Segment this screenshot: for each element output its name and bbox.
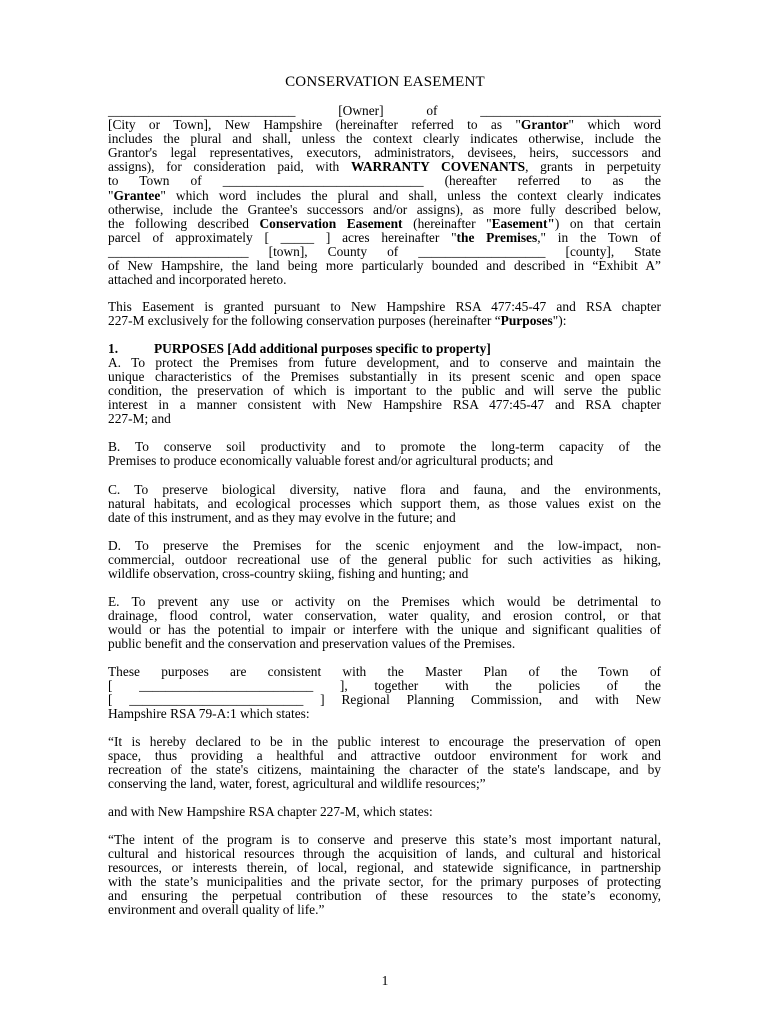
intro-line-grantor: [City or Town], New Hampshire (hereinafter referred to as "Grantor" which word	[108, 117, 661, 133]
quote-line: conserving the land, water, forest, agricultural and wildlife resources;”	[108, 776, 486, 792]
section-number: 1.	[108, 341, 119, 356]
purpose-line: A. To protect the Premises from future development, and to conserve and maintain the	[108, 355, 661, 370]
purpose-line: wildlife observation, cross-country skiing, fishing and hunting; and	[108, 566, 469, 582]
purpose-e	[108, 595, 661, 651]
easement-text: 227-M exclusively for the following conservation purposes (hereinafter “	[108, 313, 501, 329]
purpose-line: C. To preserve biological diversity, native flora and fauna, and the environments,	[108, 482, 661, 497]
easement-line: This Easement is granted pursuant to New Hampshire RSA 477:45-47 and RSA chapter	[108, 299, 661, 314]
easement-grant-paragraph	[108, 300, 661, 328]
purpose-line: condition, the preservation of which is important to the public and will serve the public	[108, 383, 661, 399]
intro-line: ____________________________ [Owner] of ___________________________	[108, 103, 661, 118]
intro-line-grantee: "Grantee" which word includes the plural and shall, unless the context clearly indicates	[108, 187, 661, 203]
rsa-227m-intro	[108, 805, 661, 819]
purpose-c	[108, 483, 661, 525]
quote-line: resources, or interests therein, of local, regional, and statewide significance, in partnership	[108, 860, 661, 876]
quote-line: recreation of the state's citizens, maintaining the character of the state's landscape, and by	[108, 762, 661, 778]
intro-line: Grantor's legal representatives, executors, administrators, devisees, heirs, successors and	[108, 145, 661, 161]
purpose-a	[108, 356, 661, 426]
purpose-line: 227-M; and	[108, 411, 171, 427]
purpose-line: interest in a manner consistent with New Hampshire RSA 477:45-47 and RSA chapter	[108, 397, 661, 413]
purpose-line: B. To conserve soil productivity and to promote the long-term capacity of the	[108, 439, 661, 454]
purpose-line: date of this instrument, and as they may evolve in the future; and	[108, 510, 456, 526]
master-plan-line: Hampshire RSA 79-A:1 which states:	[108, 706, 310, 722]
easement-line	[108, 314, 661, 328]
page-number: 1	[381, 973, 389, 988]
intro-line-easement: the following described Conservation Easement (hereinafter "Easement") on that certain	[108, 215, 661, 231]
purpose-line: natural habitats, and ecological processes which support them, as those values exist on the	[108, 496, 661, 512]
purpose-line: would or has the potential to impair or interfere with the unique and significant qualities of	[108, 622, 661, 638]
master-plan-line: [ __________________________ ], together with the policies of the	[108, 678, 661, 694]
purposes-term: Purposes	[500, 313, 553, 329]
section-heading-purposes	[108, 342, 661, 356]
purpose-line: unique characteristics of the Premises substantially in its present scenic and open space	[108, 369, 661, 385]
intro-line: attached and incorporated hereto.	[108, 272, 287, 288]
purpose-line: Premises to produce economically valuable forest and/or agricultural products; and	[108, 453, 554, 469]
quote-line: “It is hereby declared to be in the public interest to encourage the preservation of open	[108, 734, 661, 749]
quote-line: and ensuring the perpetual contribution of these resources to the state’s economy,	[108, 888, 661, 904]
purpose-line: commercial, outdoor recreational use of the general public for such activities as hiking,	[108, 552, 661, 568]
purpose-line: D. To preserve the Premises for the scenic enjoyment and the low-impact, non-	[108, 538, 661, 553]
master-plan-line: These purposes are consistent with the Master Plan of the Town of	[108, 664, 661, 679]
intro-line: of New Hampshire, the land being more particularly bounded and described in “Exhibit A”	[108, 258, 661, 274]
quote-line: space, thus providing a healthful and attractive outdoor environment for work and	[108, 748, 661, 764]
intro-line: includes the plural and shall, unless the context clearly indicates otherwise, include the	[108, 131, 661, 147]
intro-line-covenants: assigns), for consideration paid, with WARRANTY COVENANTS, grants in perpetuity	[108, 159, 661, 175]
intro-line: otherwise, include the Grantee's successors and/or assigns), as more fully described below,	[108, 201, 661, 217]
purpose-line: drainage, flood control, water conservation, water quality, and erosion control, or that	[108, 608, 661, 624]
easement-text: "):	[552, 313, 567, 329]
master-plan-line: [ __________________________ ] Regional Planning Commission, and with New	[108, 692, 661, 708]
quote-rsa-227m	[108, 833, 661, 918]
quote-rsa-79a	[108, 735, 661, 791]
intro-paragraph	[108, 104, 661, 287]
quote-line: with the state’s municipalities and the private sector, for the primary purposes of protecting	[108, 874, 661, 890]
section-title: PURPOSES [Add additional purposes specific to property]	[154, 341, 491, 356]
quote-line: environment and overall quality of life.”	[108, 902, 325, 918]
rsa-227m-line: and with New Hampshire RSA chapter 227-M, which states:	[108, 804, 433, 819]
purpose-b	[108, 440, 661, 468]
quote-line: “The intent of the program is to conserve and preserve this state’s most important natural,	[108, 832, 661, 847]
quote-line: cultural and historical resources through the acquisition of lands, and cultural and historical	[108, 846, 661, 862]
purpose-line: public benefit and the conservation and preservation values of the Premises.	[108, 636, 516, 652]
intro-line: _____________________ [town], County of ___________________ [county], State	[108, 243, 661, 259]
master-plan-paragraph	[108, 665, 661, 721]
intro-line-premises: parcel of approximately [ _____ ] acres hereinafter "the Premises," in the Town of	[108, 229, 662, 245]
purpose-line: E. To prevent any use or activity on the Premises which would be detrimental to	[108, 594, 661, 609]
intro-line: to Town of ______________________________ (hereafter referred to as the	[108, 173, 661, 189]
document-title: CONSERVATION EASEMENT	[285, 74, 485, 90]
purpose-d	[108, 539, 661, 581]
